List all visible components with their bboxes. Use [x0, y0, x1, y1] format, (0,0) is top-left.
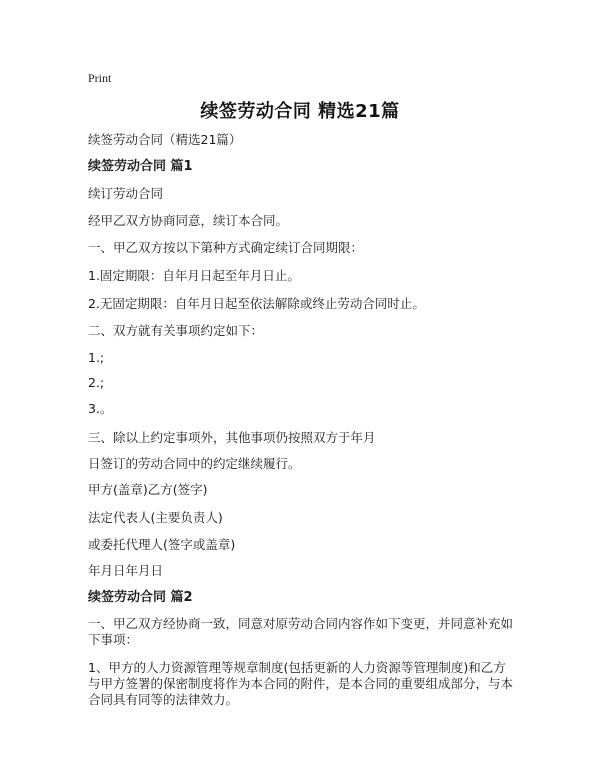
- section-1-line: 二、双方就有关事项约定如下：: [88, 323, 264, 338]
- section-1-line: 1.固定期限：自年月日起至年月日止。: [88, 268, 300, 283]
- section-2-paragraph: 1、甲方的人力资源管理等规章制度(包括更新的人力资源等管理制度)和乙方与甲方签署的保密制度将作为本合同的附件，是本合同的重要组成部分，与本合同具有同等的法律效力。: [88, 660, 514, 707]
- section-1-line: 或委托代理人(签字或盖章): [88, 537, 236, 552]
- section-1-heading: 续签劳动合同 篇1: [88, 159, 193, 174]
- section-1-line: 一、甲乙双方按以下第种方式确定续订合同期限：: [88, 240, 364, 255]
- section-1-line: 续订劳动合同: [88, 186, 164, 201]
- section-1-line: 日签订的劳动合同中的约定继续履行。: [88, 456, 301, 471]
- section-1-line: 2.无固定期限：自年月日起至依法解除或终止劳动合同时止。: [88, 296, 425, 311]
- section-2-paragraph: 一、甲乙双方经协商一致，同意对原劳动合同内容作如下变更，并同意补充如下事项：: [88, 616, 514, 647]
- section-1-line: 三、除以上约定事项外，其他事项仍按照双方于年月: [88, 430, 376, 445]
- section-1-line: 1.;: [88, 350, 105, 365]
- section-1-line: 2.;: [88, 375, 105, 390]
- section-1-line: 年月日年月日: [88, 563, 164, 578]
- section-1-line: 甲方(盖章)乙方(签字): [88, 482, 208, 497]
- section-1-line: 3.。: [88, 401, 113, 416]
- section-1-line: 法定代表人(主要负责人): [88, 510, 223, 525]
- document-subtitle: 续签劳动合同（精选21篇）: [88, 132, 242, 147]
- section-2-heading: 续签劳动合同 篇2: [88, 590, 193, 605]
- section-1-line: 经甲乙双方协商同意，续订本合同。: [88, 213, 289, 228]
- page-title: 续签劳动合同 精选21篇: [200, 101, 400, 122]
- print-link[interactable]: Print: [88, 71, 112, 85]
